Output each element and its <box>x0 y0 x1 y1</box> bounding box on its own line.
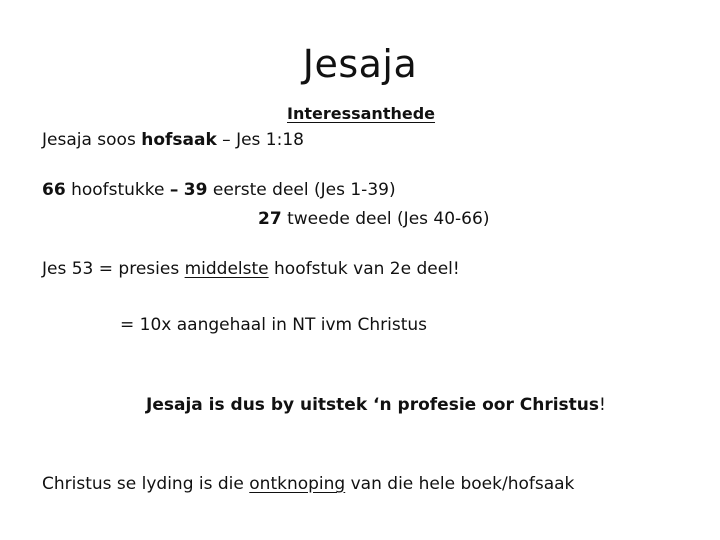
unknot-prefix: Christus se lyding is die <box>42 474 250 494</box>
jes53-prefix: Jes 53 = presies <box>42 259 185 279</box>
prophecy-bold: Jesaja is dus by uitstek ‘n profesie oor Christus <box>146 395 600 415</box>
chapters-line-1 <box>42 180 396 200</box>
chapters-dash: – <box>169 180 179 200</box>
slide-subtitle: Interessanthede <box>287 104 436 123</box>
chapters-mid: hoofstukke <box>65 180 170 200</box>
chapters-second-suffix: tweede deel (Jes 40-66) <box>281 209 490 229</box>
jes53-underlined: middelste <box>184 259 269 279</box>
hofsaak-line <box>42 130 304 150</box>
chapters-first-suffix: eerste deel (Jes 1-39) <box>207 180 396 200</box>
hofsaak-bold: hofsaak <box>141 130 217 150</box>
chapters-line-2 <box>258 209 489 229</box>
hofsaak-suffix: – Jes 1:18 <box>216 130 304 150</box>
quoted-line: = 10x aangehaal in NT ivm Christus <box>120 315 428 335</box>
jes53-line <box>42 259 460 279</box>
prophecy-suffix: ! <box>599 395 606 415</box>
jes53-suffix: hoofstuk van 2e deel! <box>268 259 460 279</box>
hofsaak-prefix: Jesaja soos <box>42 130 142 150</box>
unknot-suffix: van die hele boek/hofsaak <box>345 474 575 494</box>
chapters-first-part: 39 <box>183 180 208 200</box>
prophecy-line <box>146 395 606 415</box>
unknot-line <box>42 474 574 494</box>
slide-title: Jesaja <box>302 42 418 86</box>
unknot-underlined: ontknoping <box>249 474 346 494</box>
chapters-second-part: 27 <box>258 209 282 229</box>
chapters-total: 66 <box>42 180 66 200</box>
